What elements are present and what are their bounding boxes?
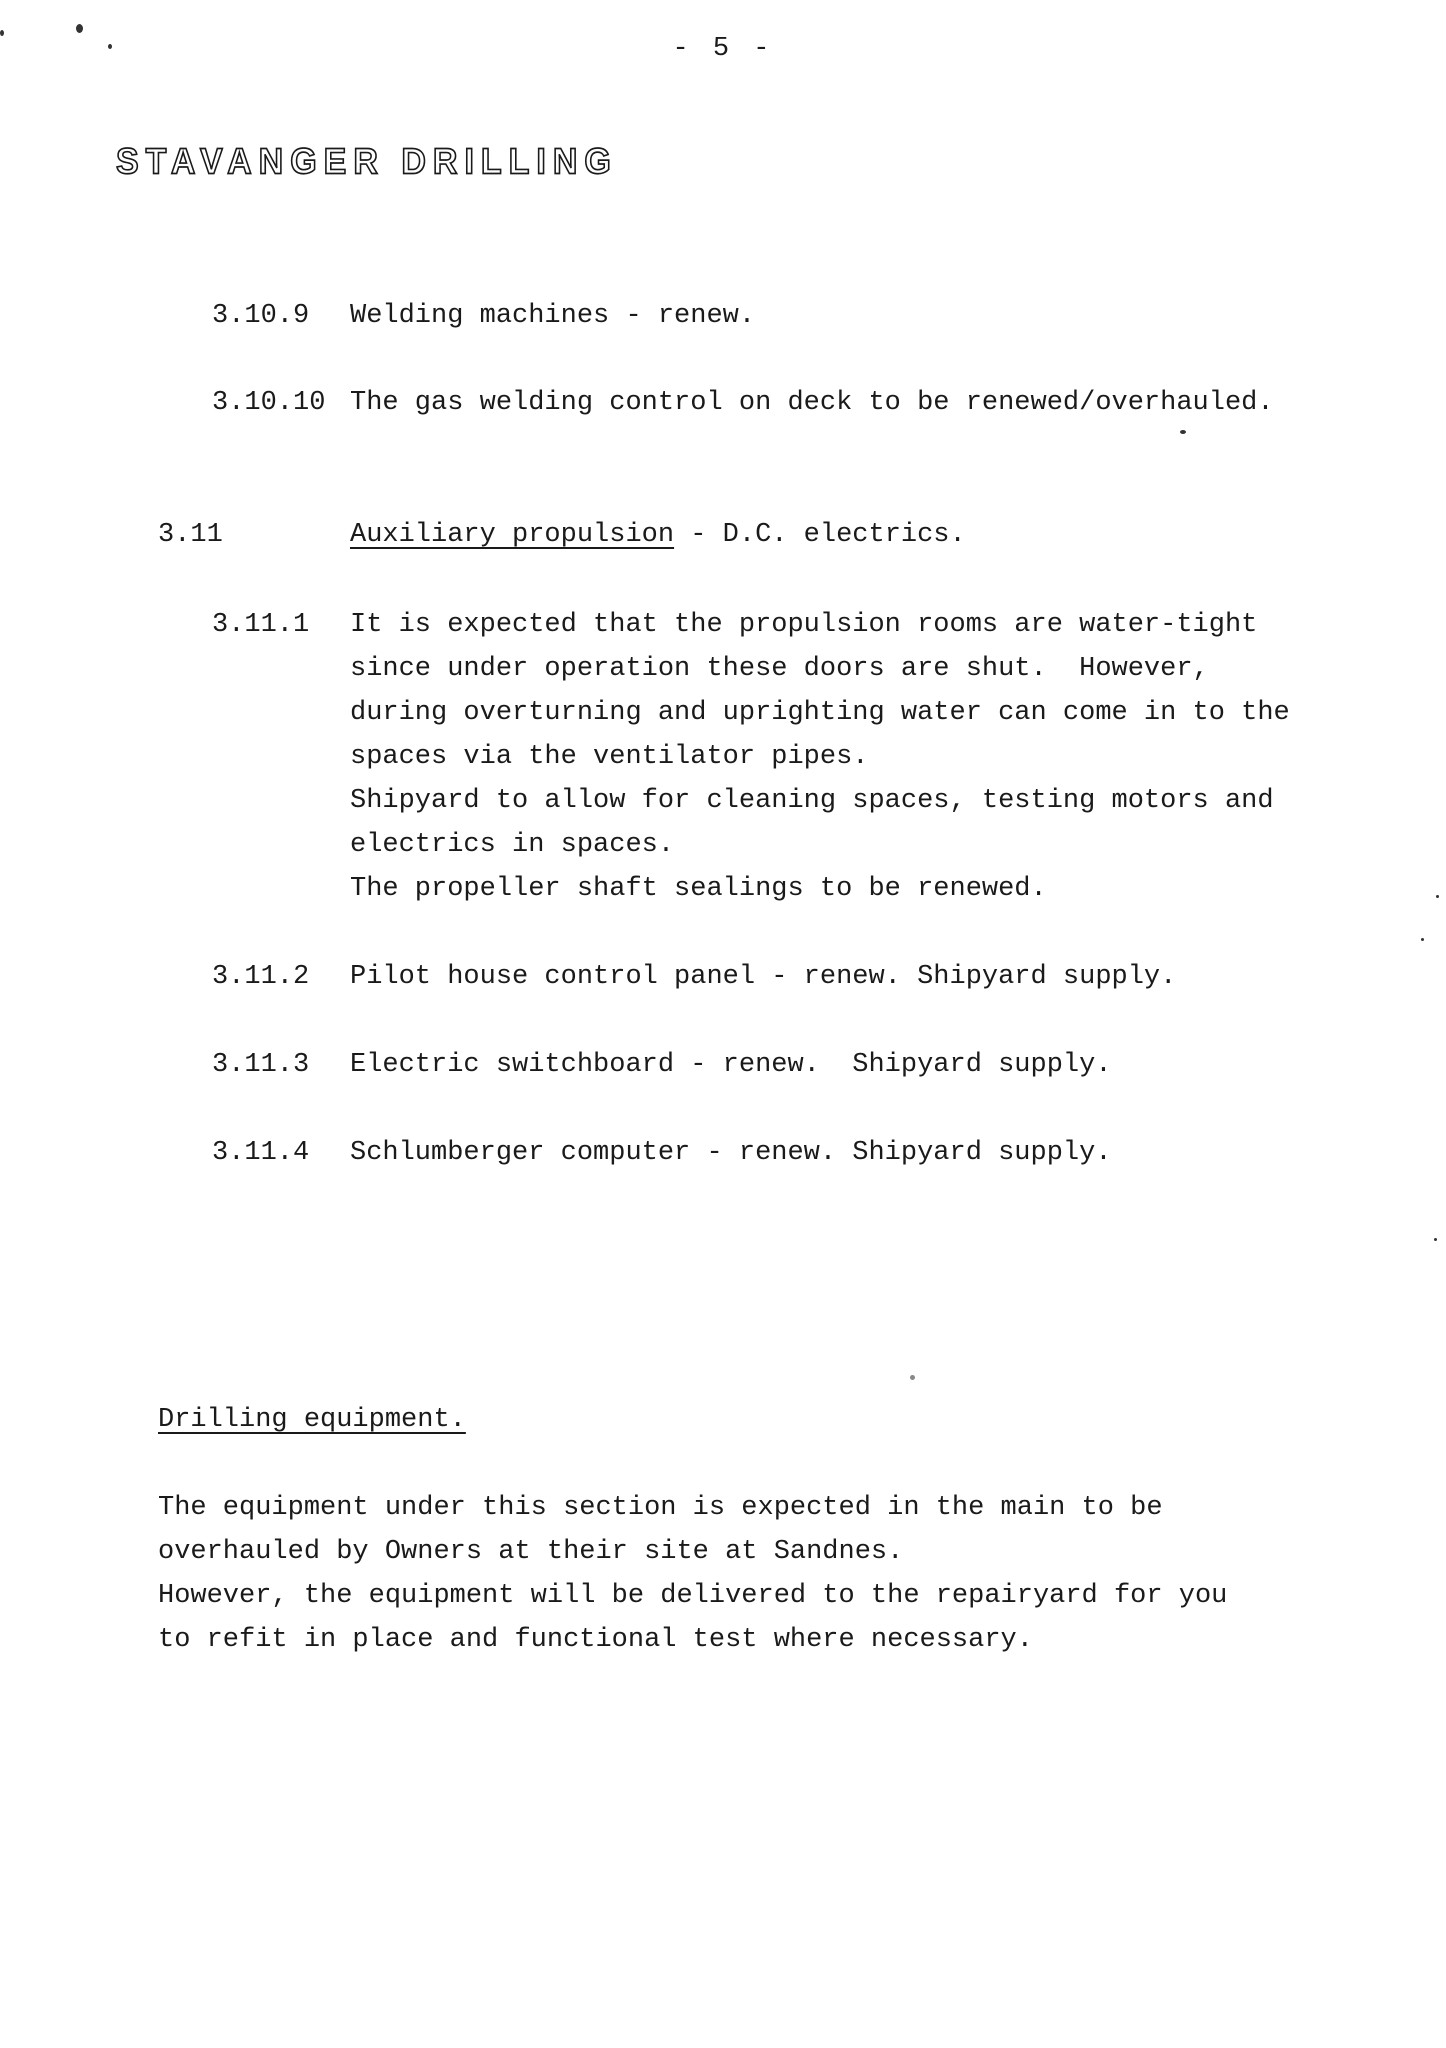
drilling-paragraph-line-1: The equipment under this section is expected in the main to be (158, 1493, 1163, 1523)
item-number-3-11-2: 3.11.2 (212, 962, 310, 992)
item-3-11-1-line-3: during overturning and uprighting water can come in to the (350, 698, 1290, 728)
section-number-3-11: 3.11 (158, 520, 223, 550)
scan-speck (1180, 430, 1186, 434)
item-text-3-11-4: Schlumberger computer - renew. Shipyard supply. (350, 1138, 1112, 1168)
scan-speck (108, 44, 112, 49)
item-3-11-1-line-6: electrics in spaces. (350, 830, 675, 860)
company-letterhead: STAVANGER DRILLING (116, 142, 618, 182)
item-3-11-1-line-4: spaces via the ventilator pipes. (350, 742, 869, 772)
scan-speck (1436, 895, 1439, 898)
drilling-paragraph-line-4: to refit in place and functional test where necessary. (158, 1625, 1033, 1655)
item-text-3-10-10: The gas welding control on deck to be renewed/overhauled. (350, 388, 1274, 418)
item-3-11-1-line-2: since under operation these doors are shut. However, (350, 654, 1209, 684)
page-number: - 5 - (672, 34, 774, 64)
drilling-paragraph-line-2: overhauled by Owners at their site at Sandnes. (158, 1537, 904, 1567)
item-3-11-1-line-5: Shipyard to allow for cleaning spaces, testing motors and (350, 786, 1274, 816)
item-number-3-10-9: 3.10.9 (212, 301, 310, 331)
drilling-equipment-heading: Drilling equipment. (158, 1405, 466, 1435)
item-text-3-11-2: Pilot house control panel - renew. Shipyard supply. (350, 962, 1177, 992)
scan-speck (0, 30, 4, 36)
scan-speck (76, 24, 83, 33)
scan-speck (1434, 1238, 1437, 1241)
item-number-3-11-4: 3.11.4 (212, 1138, 310, 1168)
scan-speck (910, 1375, 915, 1380)
item-number-3-11-1: 3.11.1 (212, 610, 310, 640)
item-text-3-10-9: Welding machines - renew. (350, 301, 756, 331)
item-number-3-10-10: 3.10.10 (212, 388, 326, 418)
section-heading-underlined: Auxiliary propulsion (350, 520, 675, 550)
section-heading-3-11 (350, 513, 966, 557)
item-3-11-1-line-7: The propeller shaft sealings to be renewed. (350, 874, 1047, 904)
item-text-3-11-3: Electric switchboard - renew. Shipyard supply. (350, 1050, 1112, 1080)
scan-speck (1421, 938, 1424, 941)
drilling-paragraph-line-3: However, the equipment will be delivered to the repairyard for you (158, 1581, 1228, 1611)
section-heading-rest: - D.C. electrics. (674, 520, 966, 550)
item-3-11-1-line-1: It is expected that the propulsion rooms are water-tight (350, 610, 1258, 640)
item-number-3-11-3: 3.11.3 (212, 1050, 310, 1080)
